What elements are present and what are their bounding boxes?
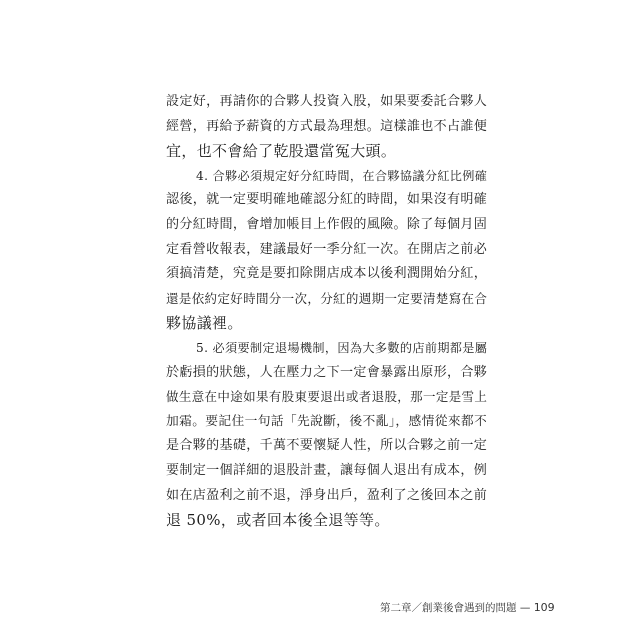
footer-dash: — xyxy=(519,602,531,614)
running-footer xyxy=(380,600,555,615)
text-line: 經營，再給予薪資的方式最為理想。這樣誰也不占誰便 xyxy=(166,118,488,134)
body-text xyxy=(166,90,486,533)
text-line: 還是依約定好時間分一次，分紅的週期一定要清楚寫在合 xyxy=(166,290,488,306)
text-line: 宜，也不會給了乾股還當冤大頭。 xyxy=(166,142,397,161)
text-line: 5. 必須要制定退場機制，因為大多數的店前期都是屬 xyxy=(196,340,488,355)
text-line: 須搞清楚，究竟是要扣除開店成本以後利潤開始分紅， xyxy=(166,266,488,282)
text-line: 於虧損的狀態，人在壓力之下一定會暴露出原形，合夥 xyxy=(166,364,488,380)
text-line: 要制定一個詳細的退股計畫，讓每個人退出有成本，例 xyxy=(166,462,488,478)
text-line: 夥協議裡。 xyxy=(166,314,243,333)
text-line: 退 50%，或者回本後全退等等。 xyxy=(166,511,390,530)
text-line: 4. 合夥必須規定好分紅時間，在合夥協議分紅比例確 xyxy=(196,168,488,183)
chapter-title: 第二章／創業後會遇到的問題 xyxy=(380,602,517,614)
text-line: 的分紅時間，會增加帳目上作假的風險。除了每個月固 xyxy=(166,216,488,232)
text-line: 定看營收報表，建議最好一季分紅一次。在開店之前必 xyxy=(166,241,488,257)
text-line: 是合夥的基礎，千萬不要懷疑人性，所以合夥之前一定 xyxy=(166,438,488,454)
text-line: 設定好，再請你的合夥人投資入股，如果要委託合夥人 xyxy=(166,94,488,109)
page-number: 109 xyxy=(533,601,555,614)
text-line: 加霜。要記住一句話「先說斷，後不亂」，感情從來都不 xyxy=(166,413,488,429)
text-line: 認後，就一定要明確地確認分紅的時間，如果沒有明確 xyxy=(166,192,488,208)
text-line: 如在店盈利之前不退，淨身出戶，盈利了之後回本之前 xyxy=(166,487,488,503)
text-line: 做生意在中途如果有股東要退出或者退股，那一定是雪上 xyxy=(166,389,488,405)
